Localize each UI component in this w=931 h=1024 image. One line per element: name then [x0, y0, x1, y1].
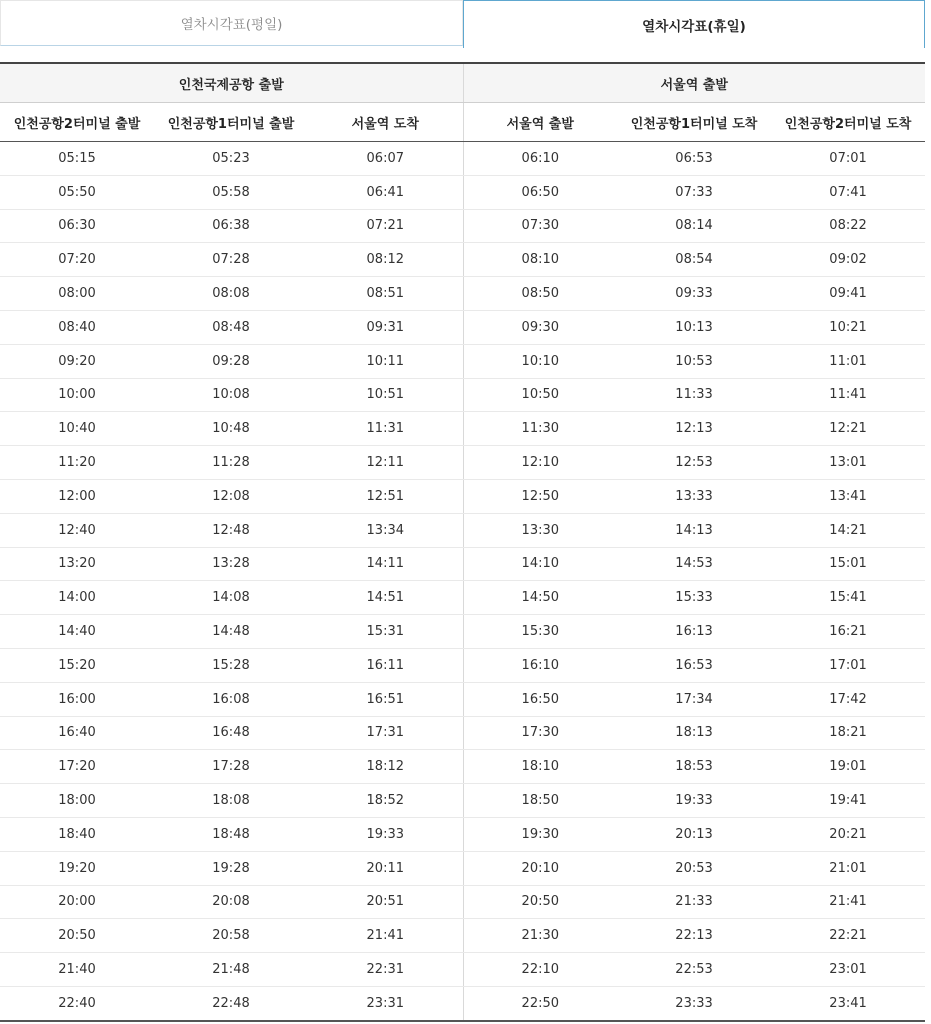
time-cell: 19:33 [617, 784, 771, 818]
time-cell: 23:41 [771, 986, 925, 1020]
time-cell: 09:41 [771, 277, 925, 311]
time-cell: 10:10 [463, 344, 617, 378]
time-cell: 13:41 [771, 479, 925, 513]
time-cell: 21:40 [0, 953, 154, 987]
table-row [0, 953, 925, 987]
time-cell: 11:30 [463, 412, 617, 446]
time-cell: 12:13 [617, 412, 771, 446]
time-cell: 18:40 [0, 817, 154, 851]
table-row [0, 581, 925, 615]
table-row [0, 513, 925, 547]
table-row [0, 648, 925, 682]
time-cell: 21:41 [771, 885, 925, 919]
time-cell: 18:52 [308, 784, 463, 818]
time-cell: 08:40 [0, 310, 154, 344]
time-cell: 14:51 [308, 581, 463, 615]
time-cell: 17:01 [771, 648, 925, 682]
column-header-row [0, 103, 925, 142]
time-cell: 22:50 [463, 986, 617, 1020]
time-cell: 14:08 [154, 581, 308, 615]
time-cell: 10:11 [308, 344, 463, 378]
time-cell: 14:10 [463, 547, 617, 581]
time-cell: 16:00 [0, 682, 154, 716]
table-row [0, 986, 925, 1020]
group-header-from-airport: 인천국제공항 출발 [0, 63, 463, 103]
time-cell: 12:50 [463, 479, 617, 513]
time-cell: 05:50 [0, 175, 154, 209]
time-cell: 10:13 [617, 310, 771, 344]
time-cell: 06:50 [463, 175, 617, 209]
table-row [0, 378, 925, 412]
time-cell: 11:31 [308, 412, 463, 446]
time-cell: 22:40 [0, 986, 154, 1020]
time-cell: 18:13 [617, 716, 771, 750]
time-cell: 18:21 [771, 716, 925, 750]
time-cell: 20:10 [463, 851, 617, 885]
time-cell: 16:21 [771, 615, 925, 649]
time-cell: 09:02 [771, 243, 925, 277]
table-row [0, 142, 925, 176]
time-cell: 20:08 [154, 885, 308, 919]
time-cell: 21:48 [154, 953, 308, 987]
time-cell: 06:07 [308, 142, 463, 176]
time-cell: 18:53 [617, 750, 771, 784]
time-cell: 11:01 [771, 344, 925, 378]
time-cell: 21:01 [771, 851, 925, 885]
time-cell: 16:13 [617, 615, 771, 649]
table-row [0, 547, 925, 581]
time-cell: 18:48 [154, 817, 308, 851]
time-cell: 22:13 [617, 919, 771, 953]
time-cell: 23:01 [771, 953, 925, 987]
time-cell: 09:28 [154, 344, 308, 378]
time-cell: 16:08 [154, 682, 308, 716]
time-cell: 14:53 [617, 547, 771, 581]
table-row [0, 817, 925, 851]
column-header: 인천공항1터미널 출발 [154, 103, 308, 142]
time-cell: 21:33 [617, 885, 771, 919]
time-cell: 12:00 [0, 479, 154, 513]
table-row [0, 344, 925, 378]
column-header: 인천공항1터미널 도착 [617, 103, 771, 142]
time-cell: 08:10 [463, 243, 617, 277]
timetable [0, 62, 925, 1022]
time-cell: 12:11 [308, 446, 463, 480]
time-cell: 10:00 [0, 378, 154, 412]
table-row [0, 412, 925, 446]
group-header-row [0, 63, 925, 103]
time-cell: 05:58 [154, 175, 308, 209]
tab-holiday[interactable]: 열차시각표(휴일) [463, 0, 925, 48]
table-row [0, 310, 925, 344]
table-row [0, 682, 925, 716]
time-cell: 13:33 [617, 479, 771, 513]
time-cell: 13:30 [463, 513, 617, 547]
table-row [0, 784, 925, 818]
time-cell: 20:13 [617, 817, 771, 851]
timetable-body [0, 142, 925, 1021]
time-cell: 08:00 [0, 277, 154, 311]
time-cell: 07:20 [0, 243, 154, 277]
time-cell: 22:21 [771, 919, 925, 953]
time-cell: 17:30 [463, 716, 617, 750]
time-cell: 12:21 [771, 412, 925, 446]
time-cell: 06:10 [463, 142, 617, 176]
time-cell: 17:34 [617, 682, 771, 716]
table-row [0, 919, 925, 953]
time-cell: 07:21 [308, 209, 463, 243]
time-cell: 19:20 [0, 851, 154, 885]
time-cell: 11:41 [771, 378, 925, 412]
time-cell: 19:30 [463, 817, 617, 851]
time-cell: 23:33 [617, 986, 771, 1020]
time-cell: 09:20 [0, 344, 154, 378]
time-cell: 13:34 [308, 513, 463, 547]
time-cell: 14:11 [308, 547, 463, 581]
time-cell: 12:48 [154, 513, 308, 547]
time-cell: 18:12 [308, 750, 463, 784]
time-cell: 08:22 [771, 209, 925, 243]
table-row [0, 175, 925, 209]
time-cell: 20:11 [308, 851, 463, 885]
time-cell: 10:08 [154, 378, 308, 412]
table-row [0, 750, 925, 784]
time-cell: 14:00 [0, 581, 154, 615]
time-cell: 10:48 [154, 412, 308, 446]
time-cell: 20:53 [617, 851, 771, 885]
time-cell: 08:51 [308, 277, 463, 311]
time-cell: 10:40 [0, 412, 154, 446]
table-row [0, 615, 925, 649]
timetable-tabs [0, 0, 925, 48]
time-cell: 17:42 [771, 682, 925, 716]
time-cell: 07:41 [771, 175, 925, 209]
tab-weekday[interactable]: 열차시각표(평일) [0, 0, 463, 46]
time-cell: 18:00 [0, 784, 154, 818]
time-cell: 10:21 [771, 310, 925, 344]
time-cell: 22:31 [308, 953, 463, 987]
table-row [0, 716, 925, 750]
time-cell: 09:33 [617, 277, 771, 311]
time-cell: 06:30 [0, 209, 154, 243]
table-row [0, 851, 925, 885]
time-cell: 22:10 [463, 953, 617, 987]
time-cell: 16:50 [463, 682, 617, 716]
time-cell: 20:50 [463, 885, 617, 919]
time-cell: 19:41 [771, 784, 925, 818]
time-cell: 16:48 [154, 716, 308, 750]
time-cell: 14:40 [0, 615, 154, 649]
time-cell: 15:41 [771, 581, 925, 615]
time-cell: 18:10 [463, 750, 617, 784]
time-cell: 12:53 [617, 446, 771, 480]
time-cell: 08:12 [308, 243, 463, 277]
time-cell: 11:33 [617, 378, 771, 412]
time-cell: 16:10 [463, 648, 617, 682]
group-header-from-seoul: 서울역 출발 [463, 63, 925, 103]
time-cell: 07:28 [154, 243, 308, 277]
time-cell: 16:11 [308, 648, 463, 682]
time-cell: 07:33 [617, 175, 771, 209]
time-cell: 08:08 [154, 277, 308, 311]
time-cell: 06:41 [308, 175, 463, 209]
time-cell: 08:14 [617, 209, 771, 243]
column-header: 인천공항2터미널 출발 [0, 103, 154, 142]
time-cell: 07:01 [771, 142, 925, 176]
column-header: 인천공항2터미널 도착 [771, 103, 925, 142]
time-cell: 22:53 [617, 953, 771, 987]
time-cell: 18:08 [154, 784, 308, 818]
column-header: 서울역 출발 [463, 103, 617, 142]
time-cell: 19:01 [771, 750, 925, 784]
time-cell: 19:33 [308, 817, 463, 851]
time-cell: 08:50 [463, 277, 617, 311]
time-cell: 13:20 [0, 547, 154, 581]
time-cell: 14:13 [617, 513, 771, 547]
time-cell: 16:53 [617, 648, 771, 682]
time-cell: 15:30 [463, 615, 617, 649]
table-row [0, 479, 925, 513]
time-cell: 20:00 [0, 885, 154, 919]
time-cell: 20:21 [771, 817, 925, 851]
time-cell: 19:28 [154, 851, 308, 885]
table-row [0, 885, 925, 919]
time-cell: 22:48 [154, 986, 308, 1020]
time-cell: 09:30 [463, 310, 617, 344]
time-cell: 16:51 [308, 682, 463, 716]
time-cell: 20:50 [0, 919, 154, 953]
time-cell: 07:30 [463, 209, 617, 243]
time-cell: 15:28 [154, 648, 308, 682]
time-cell: 12:51 [308, 479, 463, 513]
time-cell: 09:31 [308, 310, 463, 344]
table-row [0, 209, 925, 243]
time-cell: 18:50 [463, 784, 617, 818]
time-cell: 06:53 [617, 142, 771, 176]
time-cell: 12:40 [0, 513, 154, 547]
time-cell: 08:54 [617, 243, 771, 277]
time-cell: 12:08 [154, 479, 308, 513]
table-row [0, 277, 925, 311]
time-cell: 15:01 [771, 547, 925, 581]
time-cell: 21:41 [308, 919, 463, 953]
time-cell: 13:28 [154, 547, 308, 581]
column-header: 서울역 도착 [308, 103, 463, 142]
table-row [0, 243, 925, 277]
time-cell: 06:38 [154, 209, 308, 243]
time-cell: 15:31 [308, 615, 463, 649]
time-cell: 20:58 [154, 919, 308, 953]
time-cell: 14:21 [771, 513, 925, 547]
time-cell: 20:51 [308, 885, 463, 919]
time-cell: 17:31 [308, 716, 463, 750]
time-cell: 11:28 [154, 446, 308, 480]
time-cell: 13:01 [771, 446, 925, 480]
time-cell: 05:23 [154, 142, 308, 176]
time-cell: 10:50 [463, 378, 617, 412]
time-cell: 08:48 [154, 310, 308, 344]
time-cell: 15:33 [617, 581, 771, 615]
time-cell: 05:15 [0, 142, 154, 176]
time-cell: 14:50 [463, 581, 617, 615]
time-cell: 10:51 [308, 378, 463, 412]
table-row [0, 446, 925, 480]
time-cell: 15:20 [0, 648, 154, 682]
time-cell: 21:30 [463, 919, 617, 953]
time-cell: 16:40 [0, 716, 154, 750]
time-cell: 17:28 [154, 750, 308, 784]
time-cell: 11:20 [0, 446, 154, 480]
time-cell: 10:53 [617, 344, 771, 378]
time-cell: 23:31 [308, 986, 463, 1020]
time-cell: 14:48 [154, 615, 308, 649]
time-cell: 12:10 [463, 446, 617, 480]
time-cell: 17:20 [0, 750, 154, 784]
